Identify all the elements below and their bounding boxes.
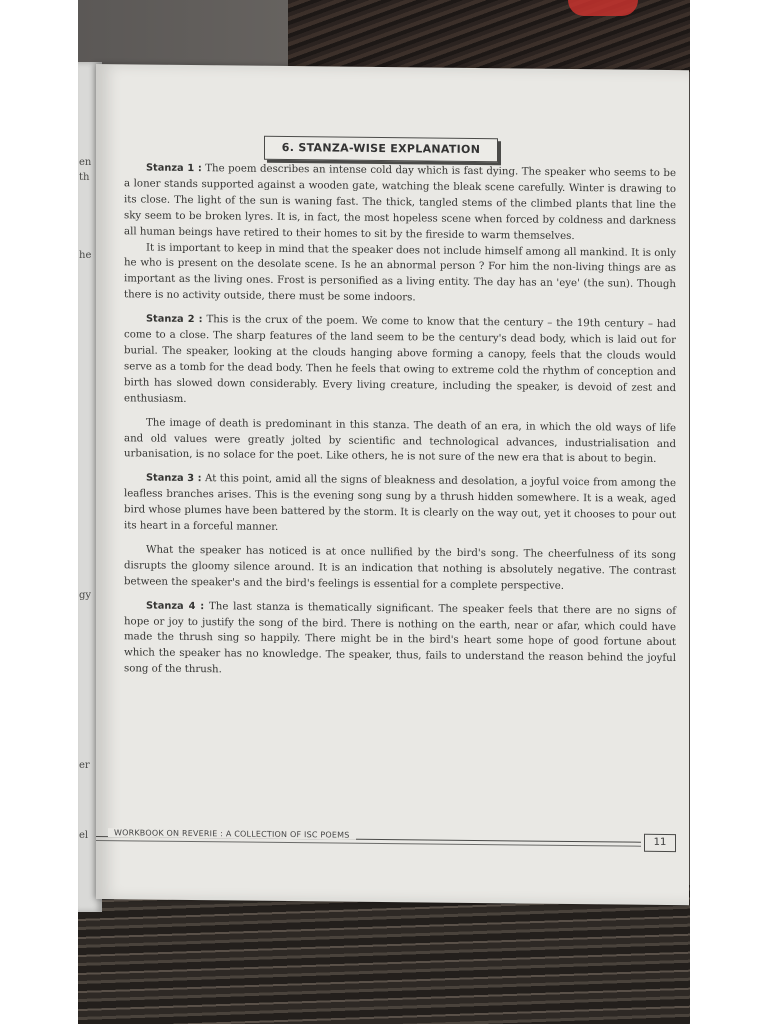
paragraph-text: What the speaker has noticed is at once nullified by the bird's song. The cheerfulness of its song disrupts the gloomy silence around. It is an indication that nothing is absolutely negative. The contrast between the speaker's and the bird's feelings is essential for a complete perspective. bbox=[124, 544, 676, 592]
page-footer bbox=[96, 826, 689, 852]
stanza-label: Stanza 2 : bbox=[146, 313, 203, 326]
page-number: 11 bbox=[644, 834, 676, 852]
paragraph-stanza-4 bbox=[124, 598, 676, 683]
paragraph-stanza-2 bbox=[124, 311, 676, 412]
footer-book-title: WORKBOOK ON REVERIE : A COLLECTION OF ISC POEMS bbox=[108, 828, 356, 840]
stanza-label: Stanza 3 : bbox=[146, 472, 202, 485]
paragraph-text: The image of death is predominant in this stanza. The death of an era, in which the old ways of life and old values were greatly jolted by scientific and technological advances, industrialisation and urbanisation, is no solace for the poet. Like others, he is not sure of the new era that is about to begin. bbox=[124, 417, 676, 466]
page-body bbox=[124, 160, 676, 683]
photo-background bbox=[78, 0, 690, 1024]
paragraph bbox=[124, 542, 676, 595]
left-page-snippet: gy bbox=[79, 590, 92, 601]
stanza-label: Stanza 4 : bbox=[146, 600, 205, 612]
left-page-snippet: el bbox=[79, 830, 89, 841]
paragraph bbox=[124, 240, 676, 309]
paragraph-stanza-1 bbox=[124, 160, 676, 245]
paragraph-text: The last stanza is thematically significant. The speaker feels that there are no signs of hope or joy to justify the song of the bird. There is nothing on the earth, near or afar, which could have made the thrush sing so happily. There might be in the bird's heart some hope of good fortune about which the speaker has no knowledge. The speaker, thus, fails to understand the reason behind the joyful song of the thrush. bbox=[124, 600, 676, 676]
book-page bbox=[96, 64, 689, 905]
paragraph-text: It is important to keep in mind that the speaker does not include himself among all mankind. It is only he who is present on the desolate scene. Is he an abnormal person ? For him the non-living things are as important as the living ones. Frost is personified as a living entity. The day has an 'eye' (the sun). Though there is no activity outside, there must be some indoors. bbox=[124, 242, 676, 304]
paragraph-text: This is the crux of the poem. We come to know that the century – the 19th century – had come to a close. The sharp features of the land seem to be the century's dead body, which is laid out for burial. The speaker, looking at the clouds hanging above forming a canopy, feels that the clouds would serve as a tomb for the dead body. Then he feels that owing to extreme cold the rhythm of conception and birth has slowed down considerably. Every living creature, including the speaker, is devoid of zest and enthusiasm. bbox=[124, 314, 676, 405]
left-page-snippet: en bbox=[79, 157, 92, 168]
paragraph-stanza-3 bbox=[124, 471, 676, 540]
section-heading: 6. STANZA-WISE EXPLANATION bbox=[264, 136, 498, 162]
fabric-red-pattern bbox=[568, 0, 638, 16]
left-page-snippet: th bbox=[79, 172, 90, 183]
paragraph-text: The poem describes an intense cold day which is fast dying. The speaker who seems to be a loner stands supported against a wooden gate, watching the bleak scene carefully. Winter is drawing to its close. The light of the sun is waning fast. The thick, tangled stems of the climbed plants that line the sky seem to be broken lyres. It is, in fact, the most hopeless scene when forced by coldness and darkness all human beings have retired to their homes to sit by the fireside to warm themselves. bbox=[124, 163, 676, 242]
paragraph bbox=[124, 415, 676, 468]
left-page-snippet: er bbox=[79, 760, 90, 771]
left-page-snippet: he bbox=[79, 250, 92, 261]
stanza-label: Stanza 1 : bbox=[146, 162, 202, 175]
fabric-bottom bbox=[78, 885, 690, 1024]
paragraph-text: At this point, amid all the signs of bleakness and desolation, a joyful voice from among the leafless branches arises. This is the evening song sung by a thrush hidden somewhere. It is a weak, aged bird whose plumes have been battered by the storm. It is clearly on the way out, yet it chooses to pour out its heart in a forceful manner. bbox=[124, 473, 676, 533]
